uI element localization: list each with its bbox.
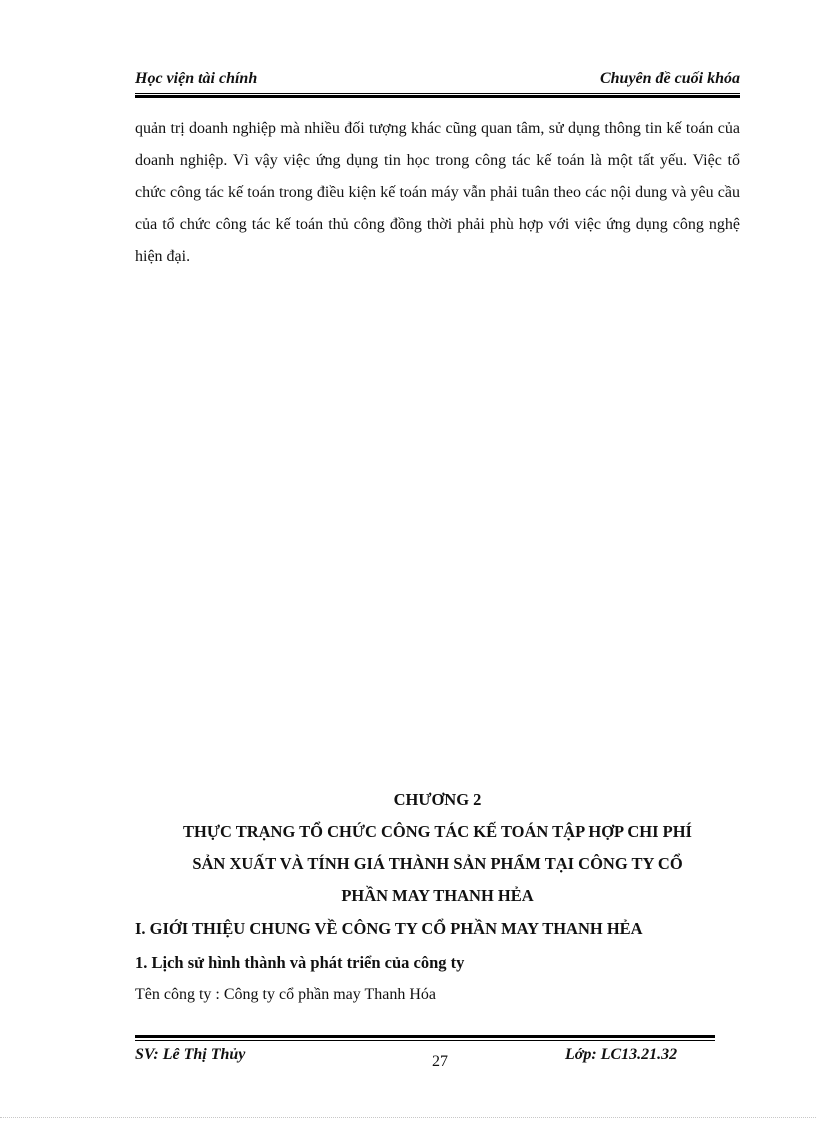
header-rule-thin (135, 93, 740, 94)
chapter-title-line-3: PHẦN MAY THANH HẺA (341, 886, 534, 905)
chapter-title-line-1: THỰC TRẠNG TỔ CHỨC CÔNG TÁC KẾ TOÁN TẬP HỢP CHI PHÍ (183, 822, 692, 841)
page-header (135, 70, 740, 92)
footer-student: SV: Lê Thị Thủy (135, 1046, 246, 1063)
subsection-heading: 1. Lịch sử hình thành và phát triển của công ty (135, 953, 465, 972)
header-institution: Học viện tài chính (135, 70, 258, 87)
chapter-title-line-2: SẢN XUẤT VÀ TÍNH GIÁ THÀNH SẢN PHẨM TẠI CÔNG TY CỔ (192, 854, 683, 873)
header-doc-type: Chuyên đề cuối khóa (599, 70, 740, 87)
page-bottom-edge (0, 1117, 816, 1118)
section-heading: I. GIỚI THIỆU CHUNG VỀ CÔNG TY CỔ PHẦN MAY THANH HẺA (135, 919, 643, 938)
footer-rule-thin (135, 1040, 715, 1041)
company-name-line: Tên công ty : Công ty cổ phần may Thanh Hóa (135, 986, 436, 1003)
page-number: 27 (432, 1053, 448, 1070)
footer-class: Lớp: LC13.21.32 (565, 1046, 678, 1063)
header-rule-thick (135, 95, 740, 98)
body-paragraph: quản trị doanh nghiệp mà nhiều đối tượng khác cũng quan tâm, sử dụng thông tin kế toán của doanh nghiệp. Vì vậy việc ứng dụng tin học trong công tác kế toán là một tất yếu. Việc tổ chức công tác kế toán trong điều kiện kế toán máy vẫn phải tuân theo các nội dung và yêu cầu của tổ chức công tác kế toán thủ công đồng thời phải phù hợp với việc ứng dụng công nghệ hiện đại. (135, 120, 740, 265)
chapter-number: CHƯƠNG 2 (393, 790, 482, 809)
footer-rule-thick (135, 1035, 715, 1038)
